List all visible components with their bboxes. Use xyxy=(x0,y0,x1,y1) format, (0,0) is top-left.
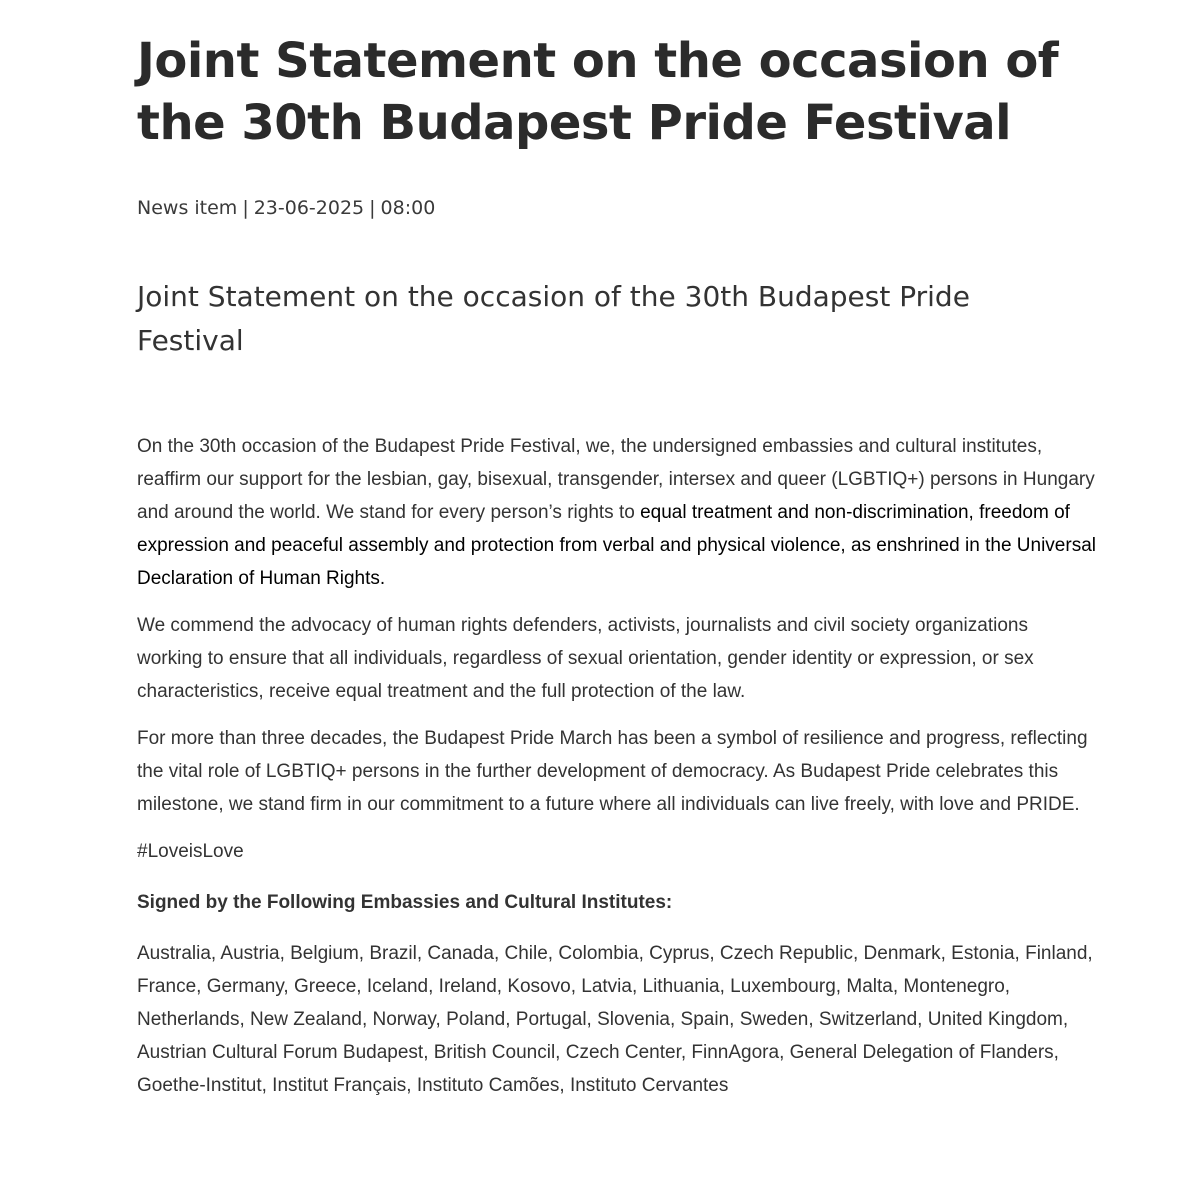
paragraph-3: For more than three decades, the Budapest Pride March has been a symbol of resilience and progress, reflecting the vital role of LGBTIQ+ persons in the further development of democracy. As Budapest Pride celebrates this milestone, we stand firm in our commitment to a future where all individuals can live freely, with love and PRIDE. xyxy=(137,728,1088,815)
page-title: Joint Statement on the occasion of the 30th Budapest Pride Festival xyxy=(137,33,1059,151)
article-meta xyxy=(137,192,435,224)
paragraph-2: We commend the advocacy of human rights defenders, activists, journalists and civil society organizations working to ensure that all individuals, regardless of sexual orientation, gender identity or expression, or sex characteristics, receive equal treatment and the full protection of the law. xyxy=(137,615,1034,702)
signatories-list: Australia, Austria, Belgium, Brazil, Canada, Chile, Colombia, Cyprus, Czech Republic, Denmark, Estonia, Finland, France, Germany, Greece, Iceland, Ireland, Kosovo, Latvia, Lithuania, Luxembourg, Malta, Montenegro, Netherlands, New Zealand, Norway, Poland, Portugal, Slovenia, Spain, Sweden, Switzerland, United Kingdom, Austrian Cultural Forum Budapest, British Council, Czech Center, FinnAgora, General Delegation of Flanders, Goethe-Institut, Institut Français, Instituto Camões, Instituto Cervantes xyxy=(137,943,1093,1096)
hashtag: #LoveisLove xyxy=(137,841,244,862)
paragraph-1-emphasis: equal treatment and non-discrimination, freedom of expression and peaceful assembly and protection from verbal and physical violence, as enshrined in the Universal Declaration of Human Rights. xyxy=(137,502,1096,589)
signatories-heading: Signed by the Following Embassies and Cultural Institutes: xyxy=(137,892,673,913)
paragraph-1 xyxy=(137,430,1097,595)
article-body xyxy=(137,430,1097,1116)
meta-time: 08:00 xyxy=(380,197,436,219)
article-subtitle: Joint Statement on the occasion of the 30th Budapest Pride Festival xyxy=(137,280,970,357)
meta-type: News item xyxy=(137,197,238,219)
meta-separator: | xyxy=(242,197,249,219)
paragraph-1-text: On the 30th occasion of the Budapest Pride Festival, we, the undersigned embassies and cultural institutes, reaffirm our support for the lesbian, gay, bisexual, transgender, intersex and queer (LGBTIQ+) persons in Hungary and around the world. We stand for every person’s rights to xyxy=(137,436,1095,523)
meta-date: 23-06-2025 xyxy=(253,197,365,219)
meta-separator: | xyxy=(369,197,376,219)
